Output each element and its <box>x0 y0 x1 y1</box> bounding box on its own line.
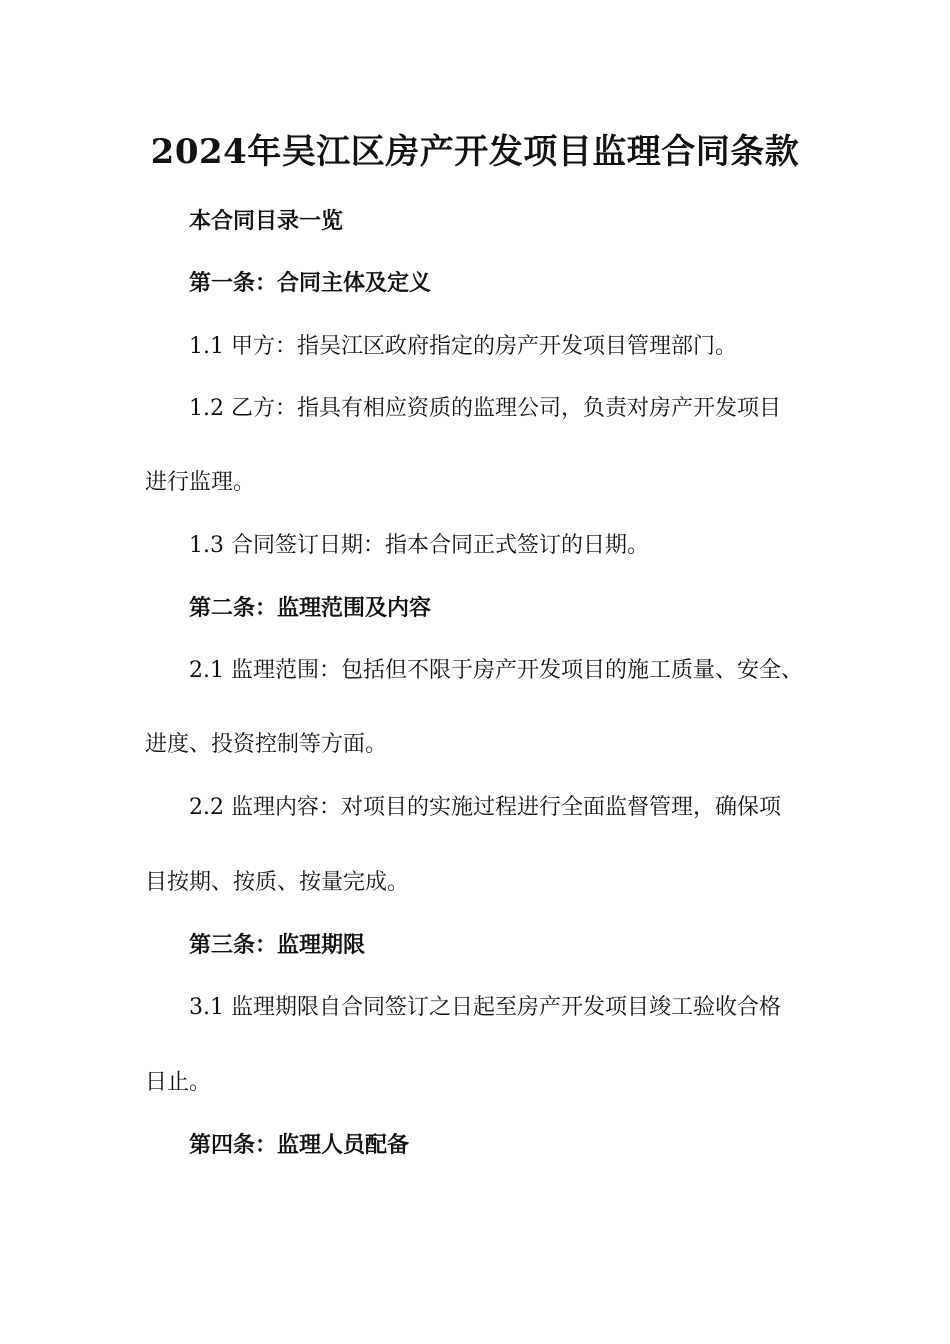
section-heading-1: 第一条：合同主体及定义 <box>189 270 432 296</box>
clause-2-2-continued: 目按期、按质、按量完成。 <box>145 870 410 895</box>
section-heading-3: 第三条：监理期限 <box>189 932 366 958</box>
toc-heading: 本合同目录一览 <box>189 208 344 234</box>
clause-3-1-continued: 日止。 <box>145 1070 212 1095</box>
clause-2-1: 2.1 监理范围：包括但不限于房产开发项目的施工质量、安全、 <box>189 658 803 683</box>
clause-2-2: 2.2 监理内容：对项目的实施过程进行全面监督管理，确保项 <box>189 795 781 820</box>
section-heading-2: 第二条：监理范围及内容 <box>189 595 432 621</box>
clause-1-1: 1.1 甲方：指吴江区政府指定的房产开发项目管理部门。 <box>189 334 737 359</box>
section-heading-4: 第四条：监理人员配备 <box>189 1132 410 1158</box>
document-title: 2024年吴江区房产开发项目监理合同条款 <box>150 132 800 172</box>
clause-3-1: 3.1 监理期限自合同签订之日起至房产开发项目竣工验收合格 <box>189 995 781 1020</box>
clause-2-1-continued: 进度、投资控制等方面。 <box>145 732 388 757</box>
clause-1-3: 1.3 合同签订日期：指本合同正式签订的日期。 <box>189 533 649 558</box>
clause-1-2-continued: 进行监理。 <box>145 470 256 495</box>
clause-1-2: 1.2 乙方：指具有相应资质的监理公司，负责对房产开发项目 <box>189 396 781 421</box>
